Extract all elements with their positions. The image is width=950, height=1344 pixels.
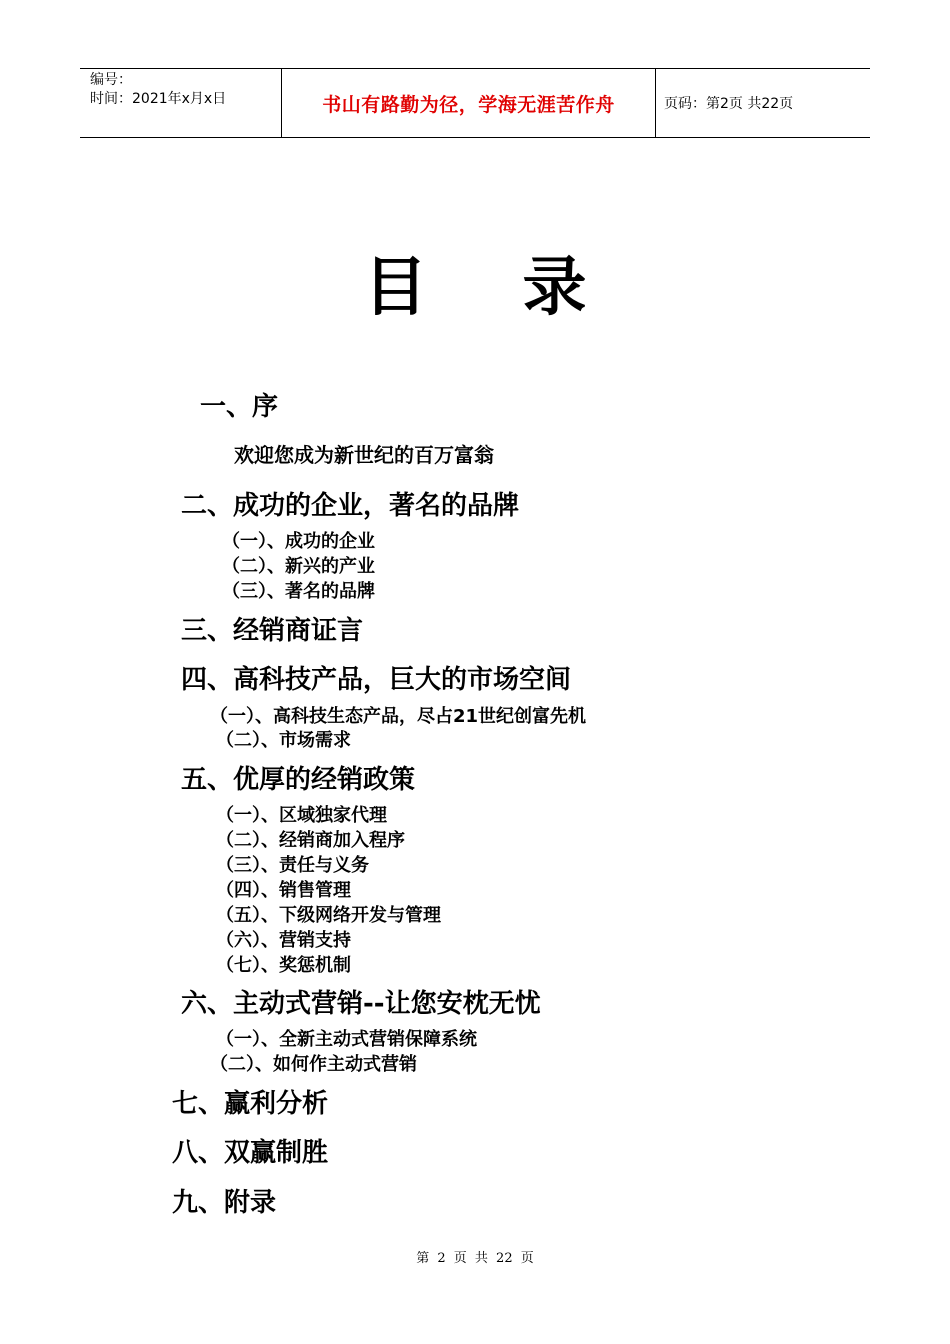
toc-section-5-item-7: （七）、奖惩机制 — [216, 955, 351, 976]
header-page-cell — [655, 69, 870, 137]
header-meta-cell — [80, 69, 280, 137]
toc-section-2-item-3: （三）、著名的品牌 — [222, 581, 375, 602]
toc-section-4: 四、高科技产品，巨大的市场空间 — [181, 665, 572, 695]
toc-section-2: 二、成功的企业，著名的品牌 — [181, 491, 520, 521]
toc-section-5-item-6: （六）、营销支持 — [216, 930, 351, 951]
header-motto-cell — [281, 69, 656, 137]
toc-section-3: 三、经销商证言 — [181, 616, 364, 646]
page-footer: 第 2 页 共 22 页 — [416, 1251, 534, 1266]
document-header — [80, 68, 870, 138]
toc-section-5-item-5: （五）、下级网络开发与管理 — [216, 905, 441, 926]
toc-section-5-item-3: （三）、责任与义务 — [216, 855, 369, 876]
toc-section-2-item-2: （二）、新兴的产业 — [222, 556, 375, 577]
doc-time-label: 时间：2021年x月x日 — [90, 91, 227, 107]
toc-section-5-item-1: （一）、区域独家代理 — [216, 805, 387, 826]
header-motto: 书山有路勤为径，学海无涯苦作舟 — [322, 93, 615, 116]
toc-title: 目录 — [363, 251, 682, 325]
toc-section-5-item-4: （四）、销售管理 — [216, 880, 351, 901]
toc-section-8: 八、双赢制胜 — [172, 1138, 329, 1168]
header-page-info: 页码：第2页 共22页 — [664, 96, 794, 112]
doc-number-label: 编号： — [90, 72, 132, 88]
toc-section-1: 一、序 — [200, 392, 279, 422]
toc-section-9: 九、附录 — [172, 1188, 277, 1218]
toc-section-1-intro: 欢迎您成为新世纪的百万富翁 — [234, 443, 494, 467]
toc-section-2-item-1: （一）、成功的企业 — [222, 531, 375, 552]
toc-section-6-item-2: （二）、如何作主动式营销 — [210, 1054, 417, 1075]
toc-section-4-item-1: （一）、高科技生态产品，尽占21世纪创富先机 — [210, 706, 587, 727]
toc-section-5-item-2: （二）、经销商加入程序 — [216, 830, 405, 851]
toc-section-6: 六、主动式营销--让您安枕无忧 — [181, 989, 541, 1019]
toc-section-7: 七、赢利分析 — [172, 1089, 329, 1119]
toc-section-5: 五、优厚的经销政策 — [181, 765, 416, 795]
toc-section-4-item-2: （二）、市场需求 — [216, 730, 351, 751]
toc-section-6-item-1: （一）、全新主动式营销保障系统 — [216, 1029, 477, 1050]
